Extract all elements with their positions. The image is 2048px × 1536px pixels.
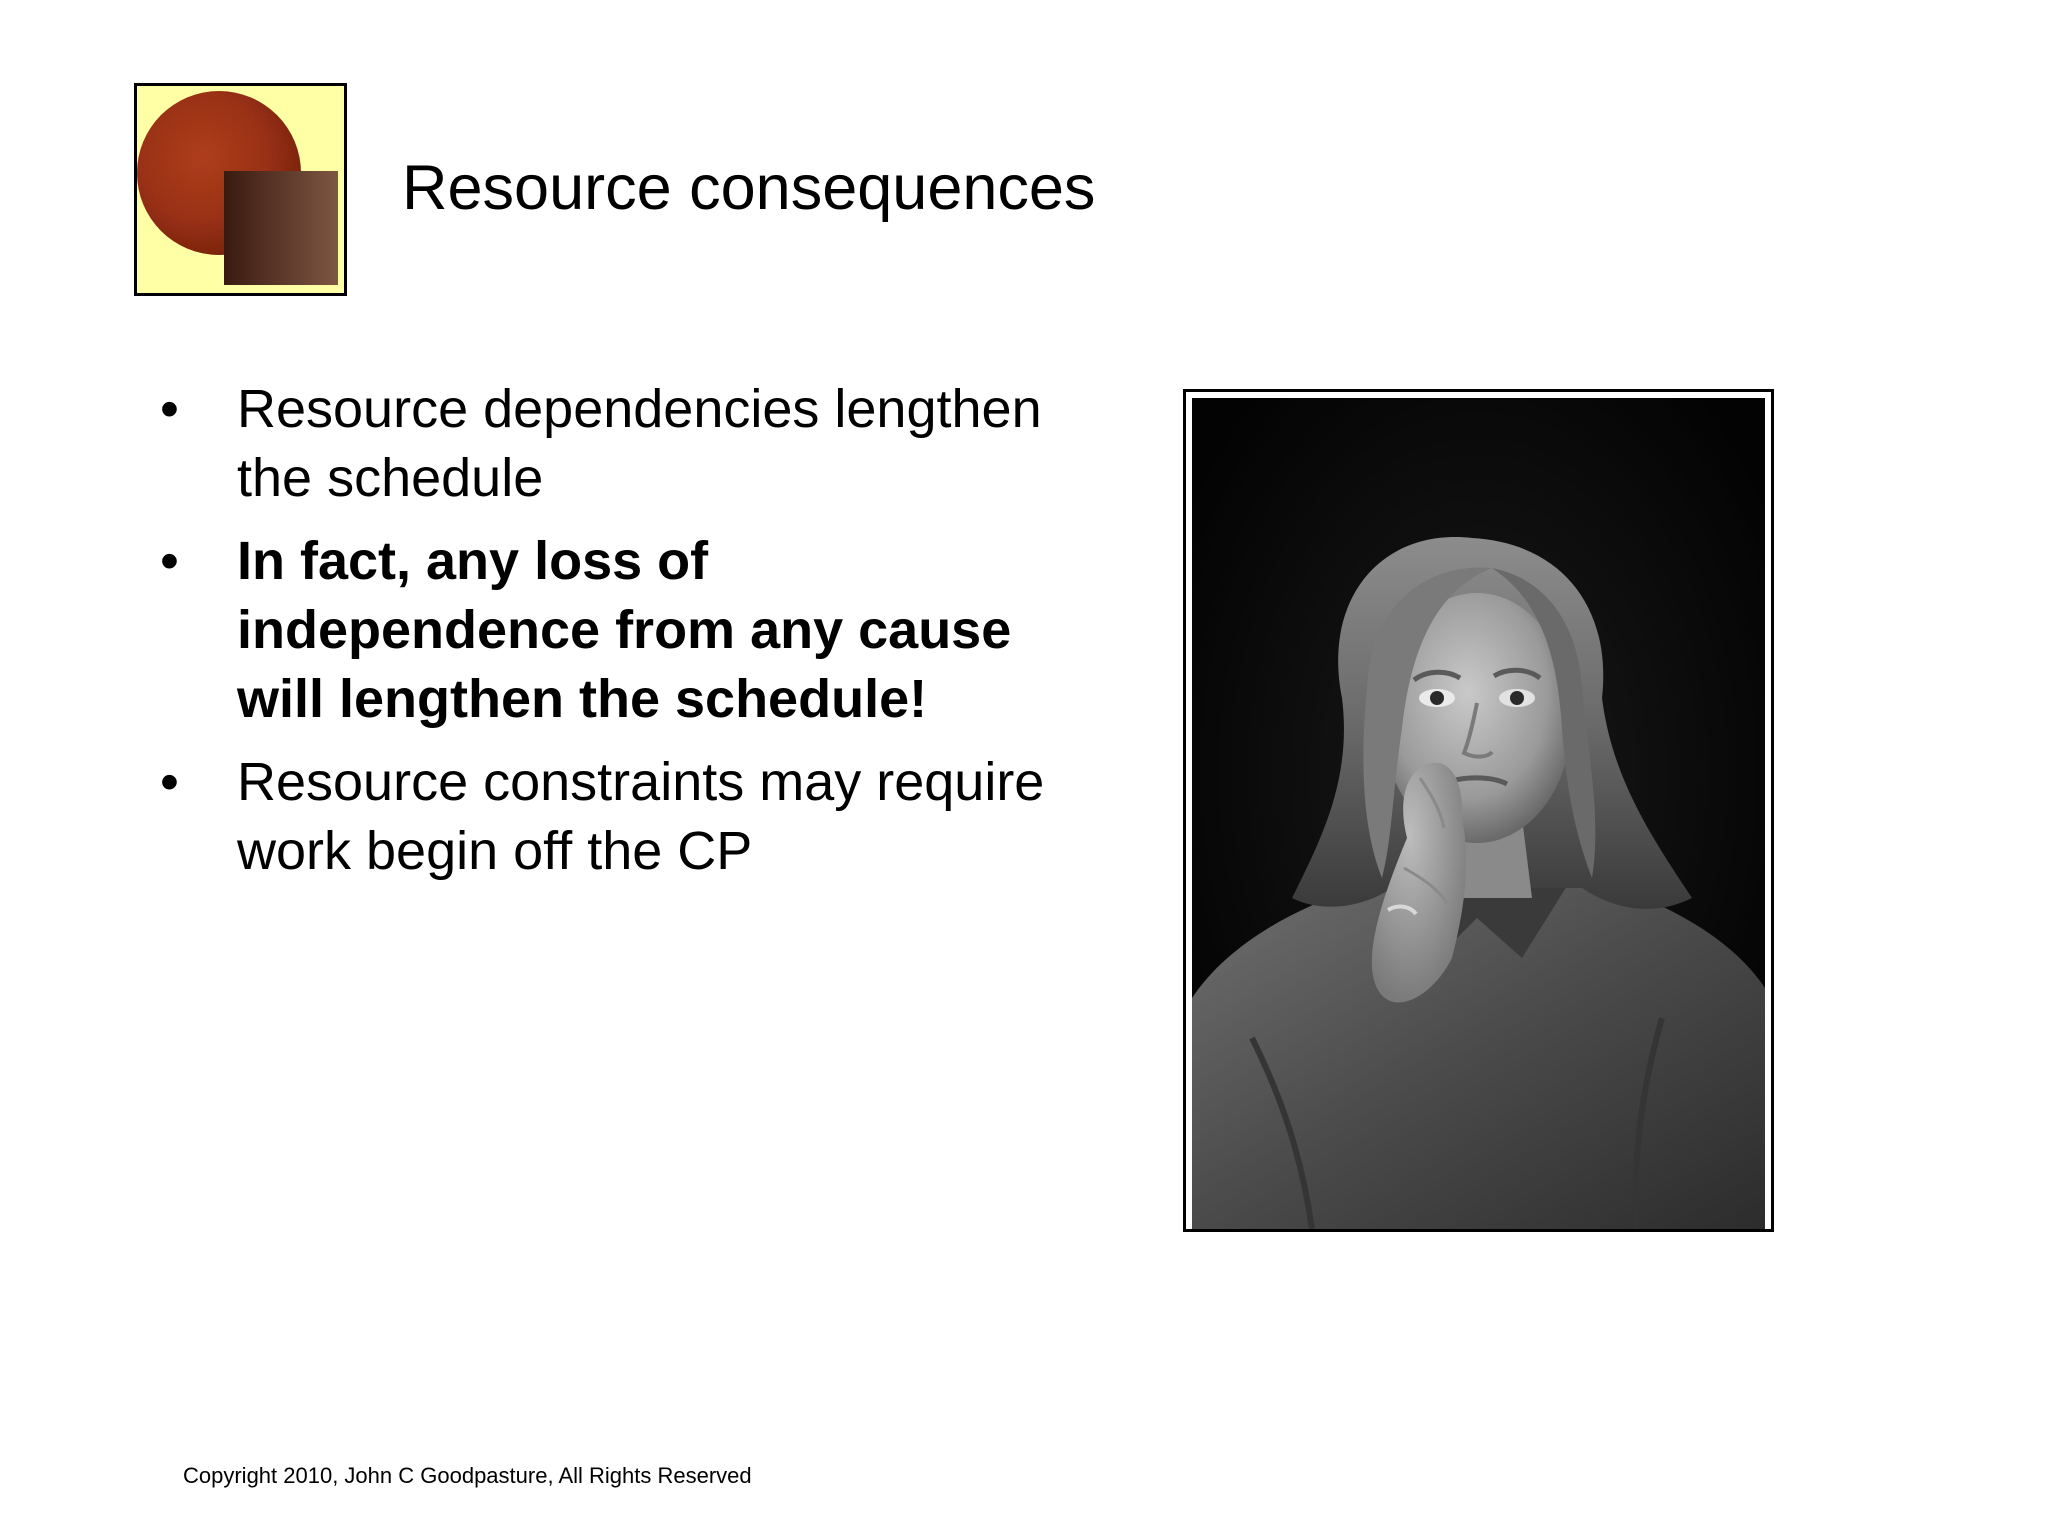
bullet-item	[160, 748, 1060, 886]
slide-title: Resource consequences	[402, 153, 1096, 223]
bullet-list	[160, 375, 1060, 900]
bullet-marker: •	[160, 379, 179, 439]
copyright-notice: Copyright 2010, John C Goodpasture, All Rights Reserved	[183, 1463, 752, 1488]
portrait-photo-woman-thinking	[1192, 398, 1765, 1229]
bullet-text: In fact, any loss of independence from any cause will lengthen the schedule!	[237, 531, 1012, 729]
bullet-marker: •	[160, 752, 179, 812]
photo-frame	[1183, 389, 1774, 1232]
bullet-text: Resource constraints may require work begin off the CP	[237, 752, 1045, 881]
bullet-item	[160, 527, 1060, 734]
bullet-item	[160, 375, 1060, 513]
portrait-photo	[1192, 398, 1765, 1229]
bullet-text: Resource dependencies lengthen the schedule	[237, 379, 1042, 508]
logo-graphic-icon	[134, 83, 347, 296]
bullet-marker: •	[160, 531, 179, 591]
